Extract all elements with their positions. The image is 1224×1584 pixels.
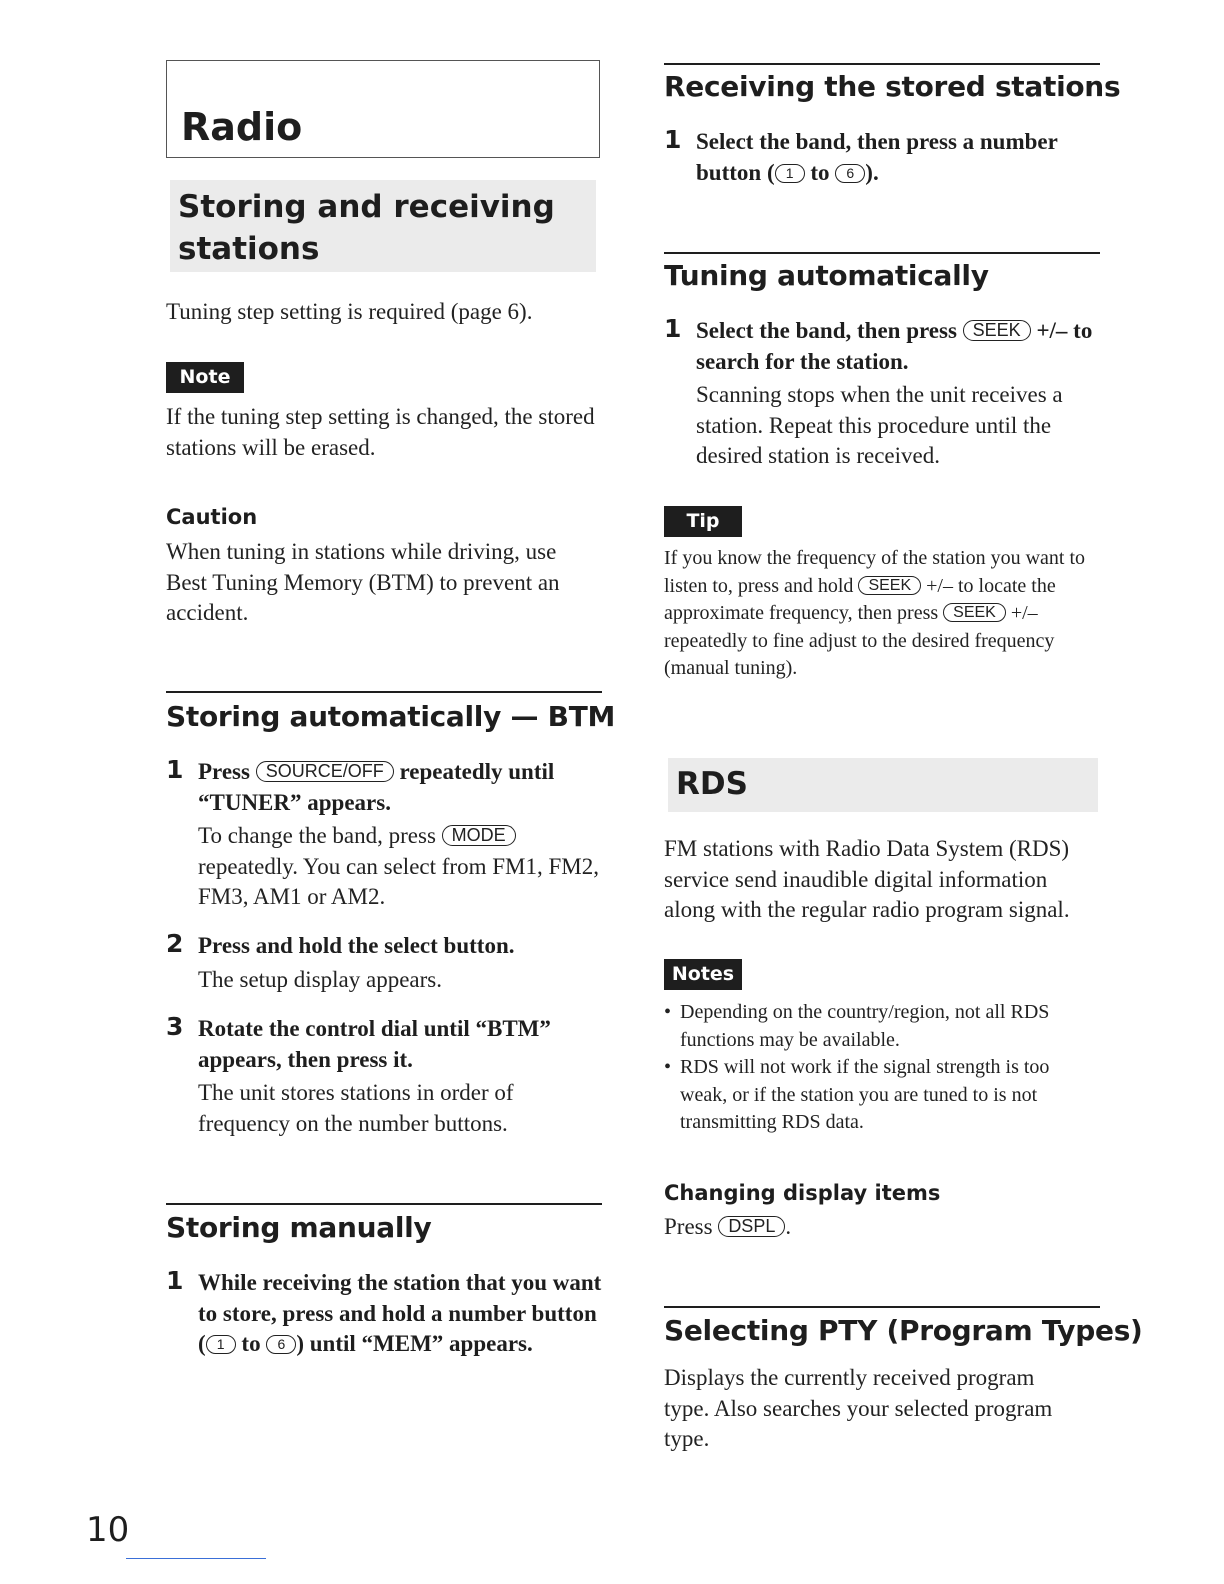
caution-text: When tuning in stations while driving, use Best Tuning Memory (BTM) to prevent an accident. [166,539,560,625]
step-description: The setup display appears. [198,966,442,992]
step-title: Select the band, then press a number button ( 1 to 6 ). [696,129,1058,185]
step-description: To change the band, press MODE repeatedly. You can select from FM1, FM2, FM3, AM1 or AM2. [198,823,599,909]
dspl-key: DSPL [718,1216,785,1237]
step-number: 1 [166,755,184,784]
mode-key: MODE [442,825,516,846]
btm-heading: Storing automatically — BTM [166,700,616,733]
step-title: Press SOURCE/OFF repeatedly until “TUNER” appears. [198,759,555,815]
step-description: The unit stores stations in order of frequency on the number buttons. [198,1080,514,1136]
step-title: Select the band, then press SEEK +/– to search for the station. [696,318,1093,374]
step-number: 3 [166,1012,184,1041]
page-link-underline [126,1558,266,1559]
step-number: 1 [166,1266,184,1295]
page-number: 10 [86,1510,130,1550]
step-title: While receiving the station that you want to store, press and hold a number button ( 1 to 6 ) until “MEM” appears. [198,1270,602,1356]
seek-key: SEEK [943,603,1006,622]
number-key-1: 1 [206,1335,236,1354]
section-title-line2: stations [178,231,320,267]
pty-text: Displays the currently received program type. Also searches your selected program type. [664,1365,1053,1451]
display-items-heading: Changing display items [664,1181,941,1205]
number-key-6: 6 [835,164,865,183]
section-title-line1: Storing and receiving [178,189,555,225]
list-item: • Depending on the country/region, not all RDS functions may be available. [664,999,1094,1054]
manual-heading: Storing manually [166,1211,432,1244]
step-title: Rotate the control dial until “BTM” appears, then press it. [198,1016,551,1072]
step-number: 1 [664,125,682,154]
step-description: Scanning stops when the unit receives a station. Repeat this procedure until the desired station is received. [696,382,1063,468]
note-label: Note [166,362,244,393]
step-number: 2 [166,929,184,958]
seek-key: SEEK [858,576,921,595]
rds-text: FM stations with Radio Data System (RDS) service send inaudible digital information along with the regular radio program signal. [664,836,1070,922]
pty-rule [664,1306,1100,1308]
seek-key: SEEK [963,320,1031,341]
chapter-title: Radio [181,105,303,149]
caution-heading: Caution [166,505,258,529]
chapter-title-box [166,60,600,158]
pty-heading: Selecting PTY (Program Types) [664,1314,1143,1347]
step-title: Press and hold the select button. [198,933,515,958]
tuning-rule [664,252,1100,254]
step-number: 1 [664,314,682,343]
notes-label: Notes [664,959,742,990]
number-key-1: 1 [775,164,805,183]
source-off-key: SOURCE/OFF [256,761,394,782]
tuning-heading: Tuning automatically [664,259,989,292]
section-title [178,186,555,270]
list-item: • RDS will not work if the signal strength is too weak, or if the station you are tuned to is not transmitting RDS data. [664,1054,1094,1137]
btm-rule [166,691,602,693]
rds-title: RDS [676,766,748,802]
rds-notes-list [664,999,1094,1137]
tip-label: Tip [664,506,742,537]
note-text: If the tuning step setting is changed, the stored stations will be erased. [166,404,595,460]
intro-text: Tuning step setting is required (page 6). [166,299,533,324]
receiving-heading: Receiving the stored stations [664,70,1121,103]
manual-rule [166,1203,602,1205]
number-key-6: 6 [266,1335,296,1354]
display-items-text: Press DSPL . [664,1214,792,1239]
receiving-rule [664,63,1100,65]
tip-text: If you know the frequency of the station you want to listen to, press and hold SEEK +/– to locate the approximate frequency, then press SEEK +/– repeatedly to fine adjust to the desired frequency (manual tuning). [664,547,1086,679]
